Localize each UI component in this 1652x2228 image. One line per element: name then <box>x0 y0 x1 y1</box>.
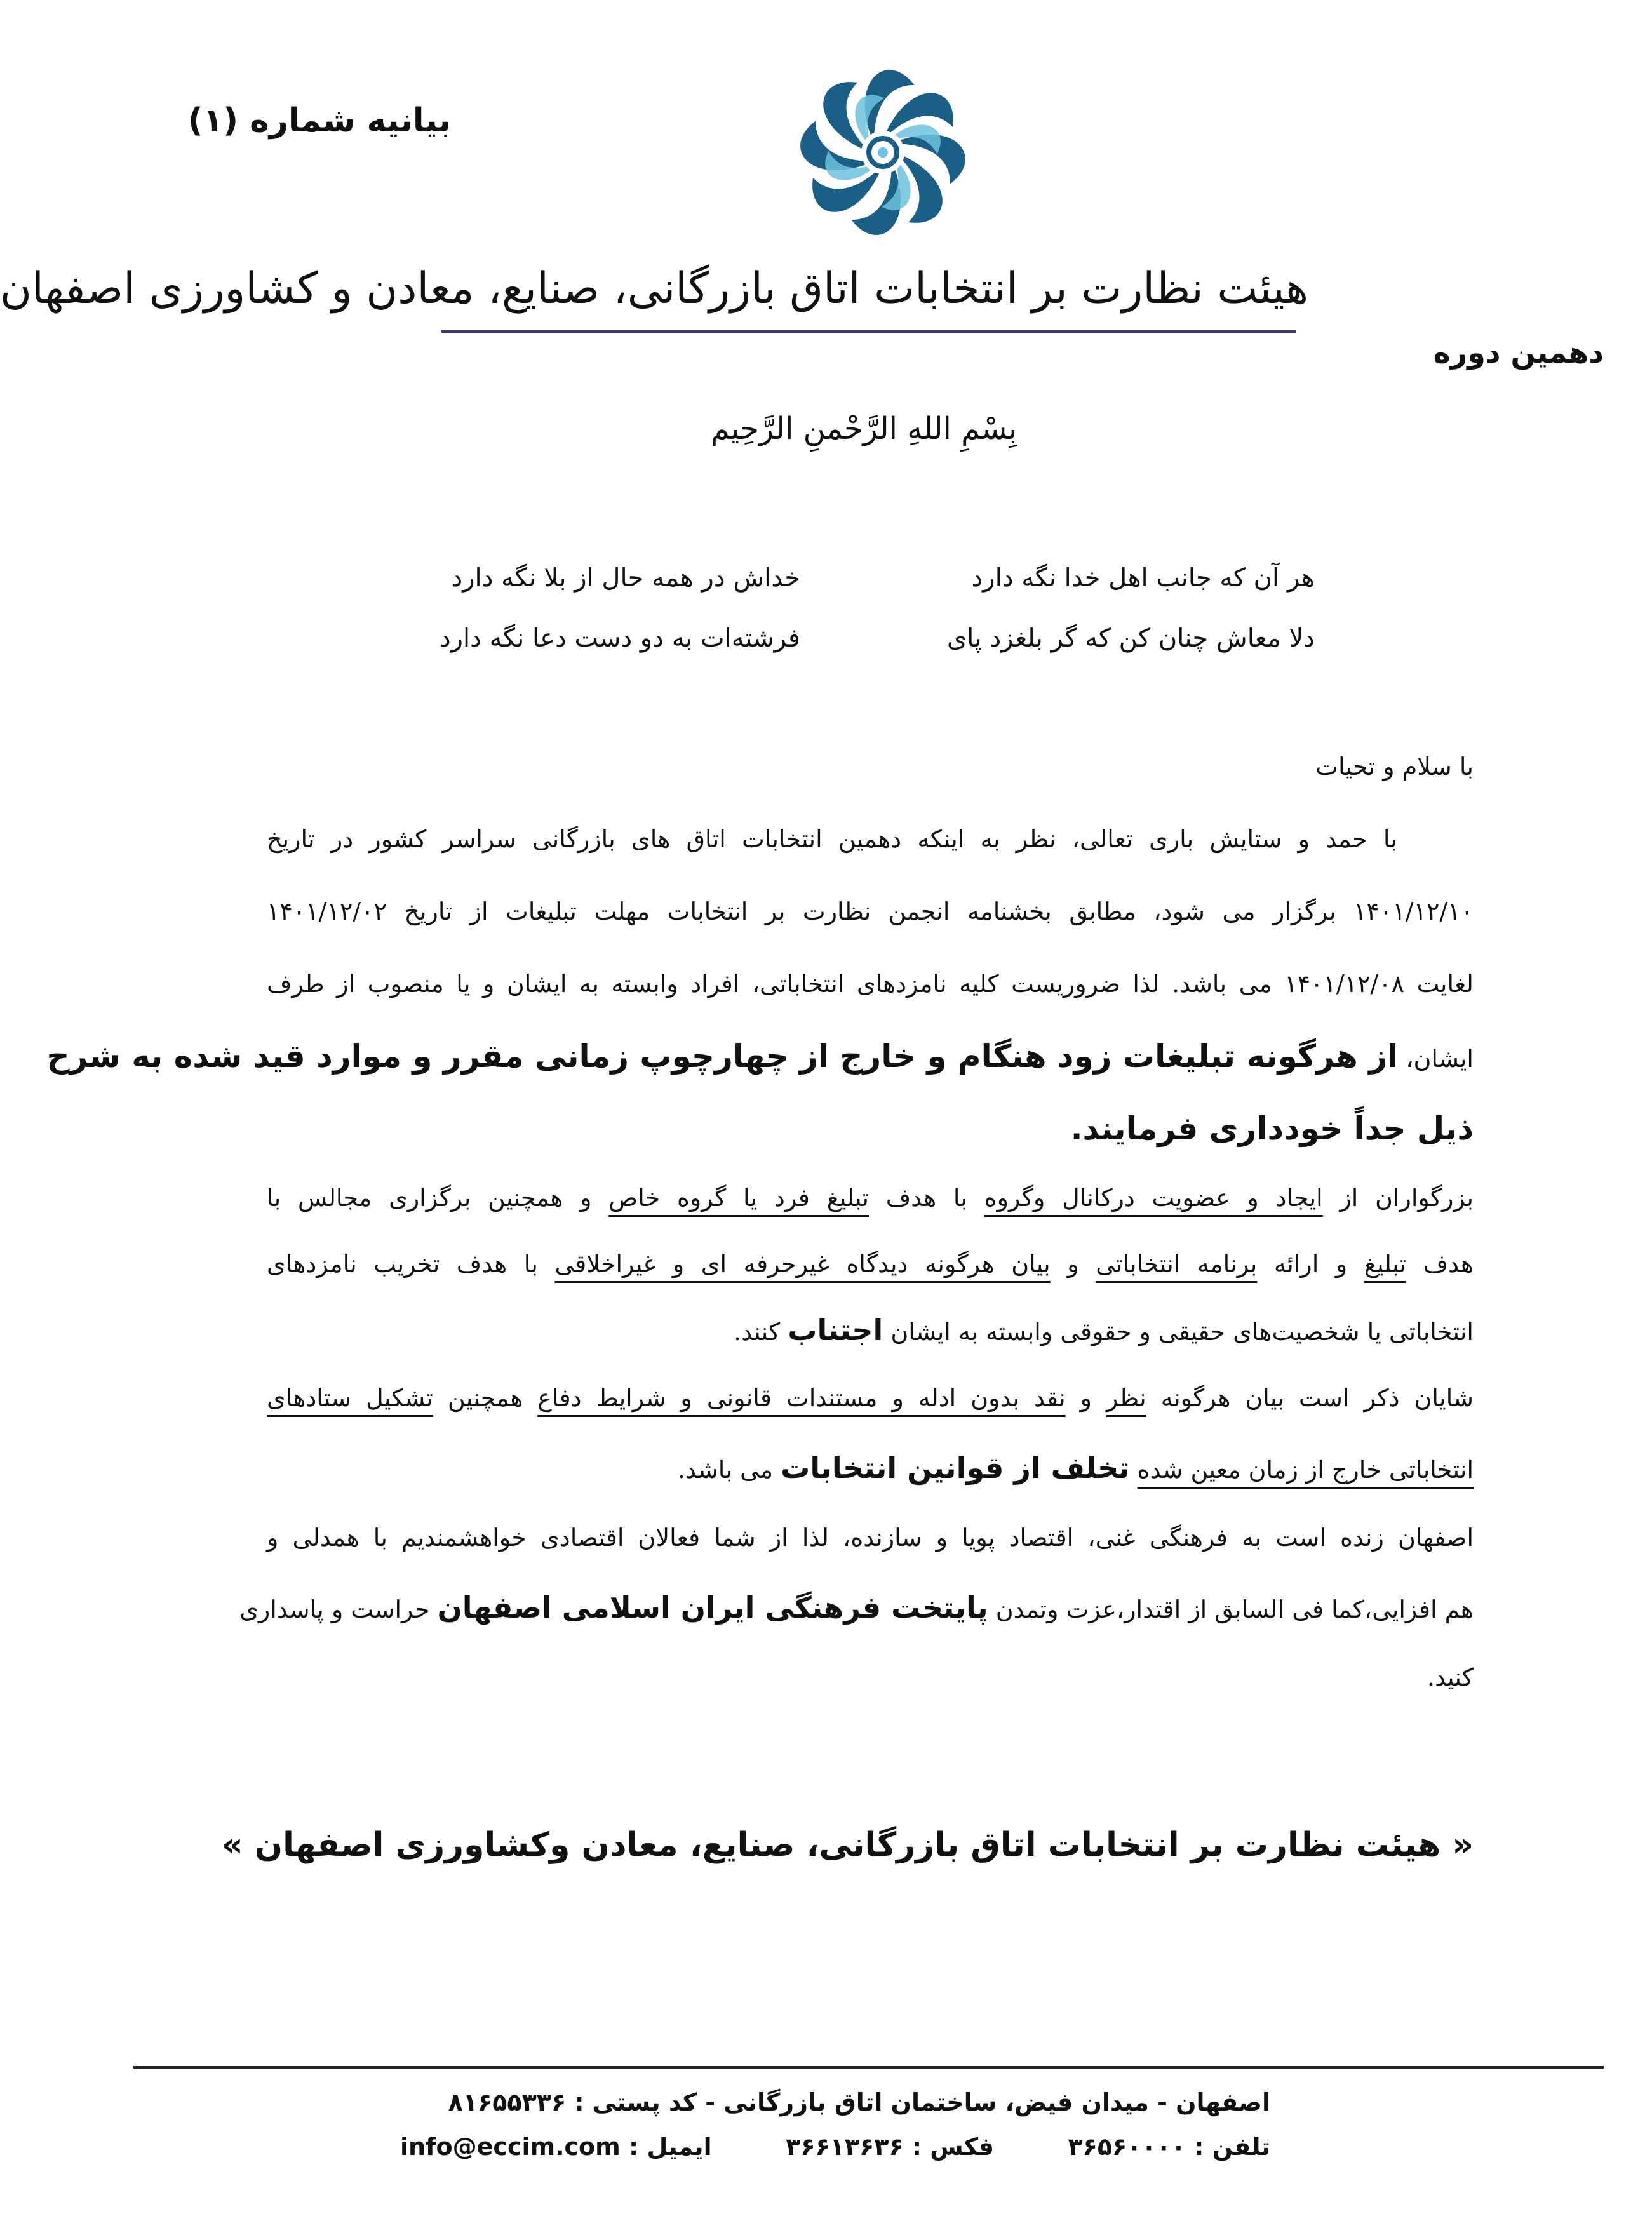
letter-body <box>46 730 1474 1712</box>
closing-signature: « هیئت نظارت بر انتخابات اتاق بازرگانی، صنایع، معادن وکشاورزی اصفهان » <box>222 1826 1474 1864</box>
p2-l2-a: هدف <box>1406 1250 1474 1278</box>
p2-l1-a: بزرگواران از <box>1322 1184 1474 1212</box>
footer-contacts <box>267 2124 1270 2169</box>
basmala: بِسْمِ اللهِ الرَّحْمنِ الرَّحِیم <box>710 411 1017 446</box>
p2-l1-d: تبلیغ فرد یا گروه خاص <box>608 1184 870 1212</box>
p3-l2-b <box>1130 1456 1138 1484</box>
p3-l1-c: و <box>1065 1384 1107 1412</box>
paragraph1-line4 <box>46 1020 1474 1092</box>
p2-l1-e: و همچنین برگزاری مجالس با <box>267 1184 609 1212</box>
paragraph4-line2 <box>239 1573 1474 1642</box>
p1-l4-bold: از هرگونه تبلیغات زود هنگام و خارج از چهارچوپ زمانی مقرر و موارد قید شده به شرح <box>46 1038 1399 1075</box>
poem-line2-left: فرشته‌ات به دو دست دعا نگه دارد <box>439 624 800 653</box>
organization-title: هیئت نظارت بر انتخابات اتاق بازرگانی، صنایع، معادن و کشاورزی اصفهان <box>0 264 1308 314</box>
term-label: دهمین دوره <box>1433 335 1604 370</box>
p3-l1-f: تشکیل ستادهای <box>267 1384 433 1412</box>
p2-l2-d: برنامه انتخاباتی <box>1096 1250 1258 1278</box>
p1-l5-bold: ذیل جداً خودداری فرمایند. <box>1070 1110 1474 1147</box>
footer-email: ایمیل : info@eccim.com <box>400 2133 712 2161</box>
paragraph2-line1 <box>267 1165 1474 1231</box>
organization-logo <box>781 57 984 241</box>
p2-l3-b: اجتناب <box>788 1313 883 1347</box>
p2-l2-g: با هدف تخریب نامزدهای <box>267 1250 555 1278</box>
p3-l1-e: همچنین <box>433 1384 538 1412</box>
p2-l1-b: ایجاد و عضویت درکانال وگروه <box>984 1184 1323 1212</box>
footer-fax: فکس : ۳۶۶۱۳۶۳۶ <box>786 2133 994 2161</box>
p3-l2-c: تخلف از قوانین انتخابات <box>781 1451 1130 1485</box>
paragraph2-line3 <box>267 1297 1474 1363</box>
footer-divider <box>133 2066 1604 2069</box>
paragraph2-line2 <box>267 1231 1474 1297</box>
paragraph4-line3: کنید. <box>1427 1663 1474 1691</box>
p3-l1-a: شایان ذکر است بیان هرگونه <box>1146 1384 1474 1412</box>
p3-l1-b: نظر <box>1106 1384 1146 1412</box>
p2-l2-c: و ارائه <box>1257 1250 1364 1278</box>
p1-l4-plain: ایشان، <box>1398 1045 1474 1073</box>
poem-line1-right: هر آن که جانب اهل خدا نگه دارد <box>971 563 1315 593</box>
greeting: با سلام و تحیات <box>1315 753 1474 781</box>
p2-l1-c: با هدف <box>869 1184 984 1212</box>
paragraph4-line1: اصفهان زنده است به فرهنگی غنی، اقتصاد پویا و سازنده، لذا از شما فعالان اقتصادی خواهشمندیم با همدلی و <box>267 1524 1474 1552</box>
flower-logo-icon <box>781 57 984 241</box>
poem-line2-right: دلا معاش چنان کن که گر بلغزد پای <box>946 624 1315 653</box>
footer-address: اصفهان - میدان فیض، ساختمان اتاق بازرگانی - کد پستی : ۸۱۶۵۵۳۳۶ <box>448 2088 1270 2116</box>
paragraph3-line1 <box>267 1363 1474 1433</box>
p2-l2-b: تبلیغ <box>1364 1250 1407 1278</box>
paragraph1-line3: لغایت ۱۴۰۱/۱۲/۰۸ می باشد. لذا ضروریست کلیه نامزدهای انتخاباتی، افراد وابسته به ایشان و یا منصوب از طرف <box>267 970 1474 998</box>
p3-l1-d: نقد بدون ادله و مستندات قانونی و شرایط دفاع <box>537 1384 1066 1412</box>
p4-l2-b: پایتخت فرهنگی ایران اسلامی اصفهان <box>437 1590 988 1625</box>
p3-l2-d: می باشد. <box>677 1456 781 1484</box>
footer-phone: تلفن : ۳۶۵۶۰۰۰۰ <box>1068 2133 1270 2161</box>
p4-l2-a: هم افزایی،کما فی السابق از اقتدار،عزت وتمدن <box>988 1595 1474 1623</box>
paragraph1-line5 <box>267 1092 1474 1165</box>
p2-l3-a: انتخاباتی یا شخصیت‌های حقیقی و حقوقی وابسته به ایشان <box>883 1318 1474 1346</box>
p2-l2-e: و <box>1050 1250 1096 1278</box>
paragraph1-line1: با حمد و ستایش باری تعالی، نظر به اینکه دهمین انتخابات اتاق های بازرگانی سراسر کشور در تاریخ <box>267 825 1397 853</box>
paragraph1-line2: ۱۴۰۱/۱۲/۱۰ برگزار می شود، مطابق بخشنامه انجمن نظارت بر انتخابات مهلت تبلیغات از تاریخ ۱۴۰۱/۱۲/۰۲ <box>267 897 1474 925</box>
p4-l2-c: حراست و پاسداری <box>239 1595 438 1623</box>
statement-number: بیانیه شماره (۱) <box>187 102 451 140</box>
p2-l2-f: بیان هرگونه دیدگاه غیرحرفه ای و غیراخلاقی <box>554 1250 1051 1278</box>
paragraph3-line2 <box>267 1433 1474 1503</box>
p3-l2-a: انتخاباتی خارج از زمان معین شده <box>1137 1456 1474 1484</box>
header-divider <box>441 330 1296 333</box>
p2-l3-c: کنند. <box>734 1318 788 1346</box>
poem-line1-left: خداش در همه حال از بلا نگه دارد <box>451 563 800 593</box>
